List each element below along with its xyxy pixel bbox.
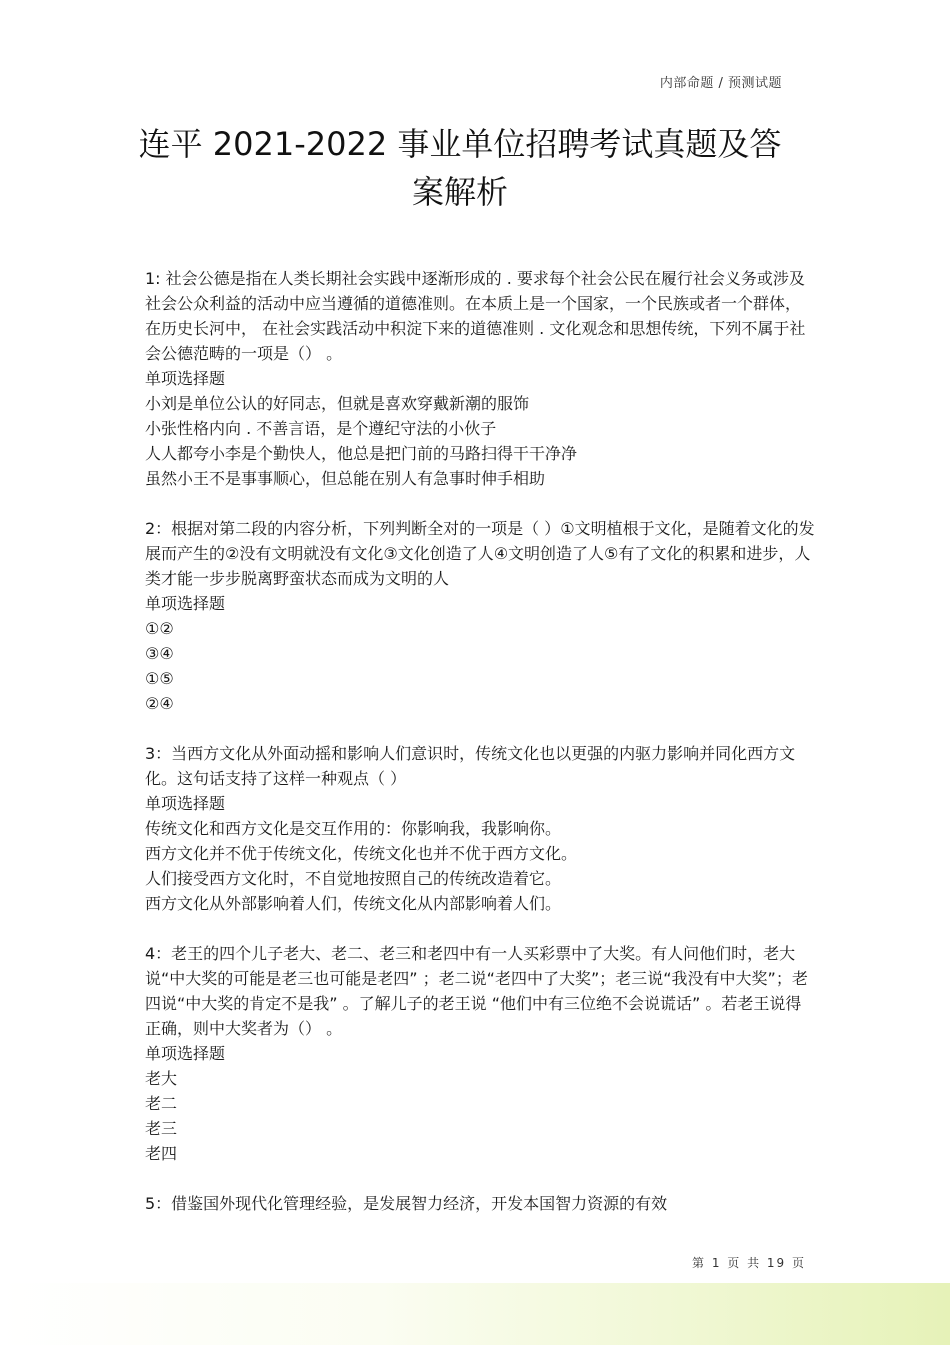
question-stem: 2：根据对第二段的内容分析，下列判断全对的一项是（ ）①文明植根于文化，是随着文化的发展而产生的②没有文明就没有文化③文化创造了人④文明创造了人⑤有了文化的积累和进步，人类才能一步步脱离野蛮状态而成为文明的人 [145, 519, 815, 588]
option-c: 人们接受西方文化时，不自觉地按照自己的传统改造着它。 [145, 869, 562, 888]
question-5 [145, 1191, 815, 1216]
question-stem: 5：借鉴国外现代化管理经验，是发展智力经济，开发本国智力资源的有效 [145, 1194, 668, 1213]
option-c: 人人都夸小李是个勤快人，他总是把门前的马路扫得干干净净 [145, 444, 578, 463]
option-d: 虽然小王不是事事顺心，但总能在别人有急事时伸手相助 [145, 469, 546, 488]
option-c: ①⑤ [145, 669, 174, 688]
question-list [145, 266, 815, 1241]
question-stem: 4：老王的四个儿子老大、老二、老三和老四中有一人买彩票中了大奖。有人问他们时，老大说“中大奖的可能是老三也可能是老四” ；老二说“老四中了大奖”；老三说“我没有中大奖”；老四说“中大奖的肯定不是我” 。了解儿子的老王说 “他们中有三位绝不会说谎话” 。若老王说得正确，则中大奖者为（） 。 [145, 944, 808, 1038]
option-d: 西方文化从外部影响着人们，传统文化从内部影响着人们。 [145, 894, 562, 913]
document-title-line-2: 案解析 [411, 173, 508, 211]
question-stem: 3：当西方文化从外面动摇和影响人们意识时，传统文化也以更强的内驱力影响并同化西方文化。这句话支持了这样一种观点（ ） [145, 744, 796, 788]
question-stem: 1: 社会公德是指在人类长期社会实践中逐渐形成的 . 要求每个社会公民在履行社会义务或涉及社会公众利益的活动中应当遵循的道德准则。在本质上是一个国家，一个民族或者一个群体， 在历史长河中， 在社会实践活动中积淀下来的道德准则 . 文化观念和思想传统，下列不属于社会公德范畴的一项是（） 。 [145, 269, 806, 363]
document-title-line-1: 连平 2021-2022 事业单位招聘考试真题及答 [138, 125, 782, 163]
option-d: ②④ [145, 694, 174, 713]
document-title [130, 120, 790, 216]
question-type: 单项选择题 [145, 1044, 226, 1063]
option-a: 传统文化和西方文化是交互作用的：你影响我，我影响你。 [145, 819, 562, 838]
question-3 [145, 741, 815, 916]
option-b: 小张性格内向 . 不善言语，是个遵纪守法的小伙子 [145, 419, 497, 438]
question-4 [145, 941, 815, 1166]
option-b: 西方文化并不优于传统文化，传统文化也并不优于西方文化。 [145, 844, 578, 863]
option-a: 小刘是单位公认的好同志，但就是喜欢穿戴新潮的服饰 [145, 394, 530, 413]
option-a: ①② [145, 619, 174, 638]
decorative-gradient-band [0, 1283, 950, 1345]
page-number: 第 1 页 共 19 页 [692, 1256, 806, 1270]
question-type: 单项选择题 [145, 369, 226, 388]
option-c: 老三 [145, 1119, 178, 1138]
question-1 [145, 266, 815, 491]
header-note: 内部命题 / 预测试题 [659, 76, 782, 91]
option-a: 老大 [145, 1069, 178, 1088]
option-b: 老二 [145, 1094, 178, 1113]
question-2 [145, 516, 815, 716]
option-b: ③④ [145, 644, 174, 663]
question-type: 单项选择题 [145, 794, 226, 813]
question-type: 单项选择题 [145, 594, 226, 613]
option-d: 老四 [145, 1144, 178, 1163]
